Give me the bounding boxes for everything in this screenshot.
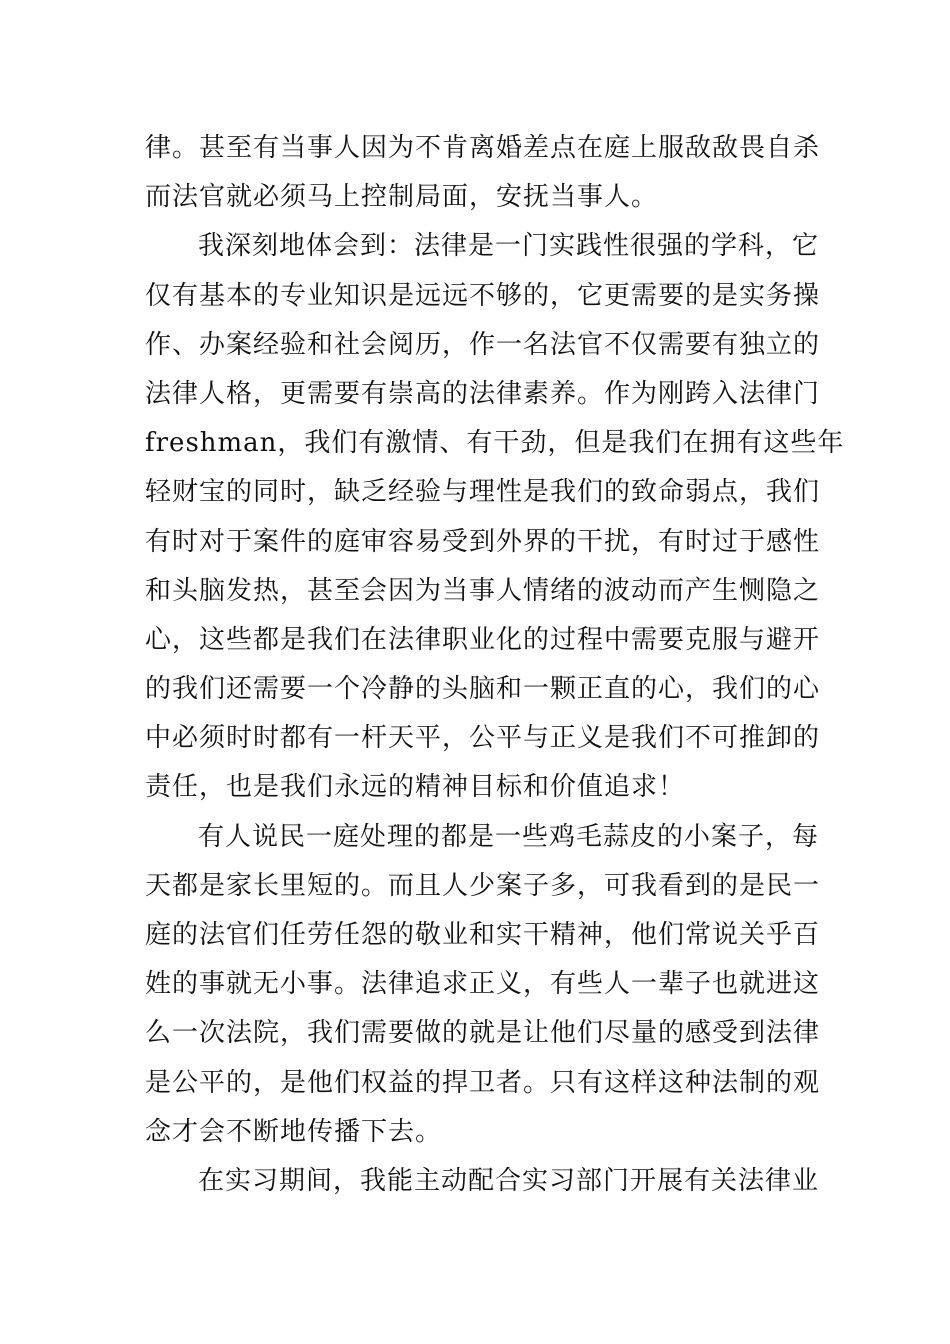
text-line: 律。甚至有当事人因为不肯离婚差点在庭上服敌敌畏自杀 — [145, 133, 821, 163]
text-line: 责任，也是我们永远的精神目标和价值追求！ — [145, 772, 686, 803]
text-line: 作、办案经验和社会阅历，作一名法官不仅需要有独立的 — [145, 329, 821, 360]
text-line: 心，这些都是我们在法律职业化的过程中需要克服与避开 — [145, 624, 821, 655]
text-line: 是公平的，是他们权益的捍卫者。只有这样这种法制的观 — [145, 1067, 821, 1098]
text-line: 而法官就必须马上控制局面，安抚当事人。 — [145, 182, 659, 213]
text-line: 法律人格，更需要有崇高的法律素养。作为刚跨入法律门 — [145, 378, 821, 409]
text-line: 轻财宝的同时，缺乏经验与理性是我们的致命弱点，我们 — [145, 477, 821, 508]
text-line: 的我们还需要一个冷静的头脑和一颗正直的心，我们的心 — [145, 674, 821, 705]
text-line: 姓的事就无小事。法律追求正义，有些人一辈子也就进这 — [145, 969, 821, 1000]
text-line: 天都是家长里短的。而且人少案子多，可我看到的是民一 — [145, 870, 821, 901]
paragraph-start-line: 我深刻地体会到：法律是一门实践性很强的学科，它 — [198, 231, 820, 262]
text-line: 中必须时时都有一杆天平，公平与正义是我们不可推卸的 — [145, 723, 821, 754]
text-line: 庭的法官们任劳任怨的敬业和实干精神，他们常说关乎百 — [145, 920, 821, 950]
paragraph-start-line: 在实习期间，我能主动配合实习部门开展有关法律业 — [198, 1165, 820, 1196]
paragraph-start-line: 有人说民一庭处理的都是一些鸡毛蒜皮的小案子，每 — [198, 821, 820, 852]
text-line: 仅有基本的专业知识是远远不够的，它更需要的是实务操 — [145, 280, 821, 311]
text-line: 么一次法院，我们需要做的就是让他们尽量的感受到法律 — [145, 1018, 821, 1049]
text-line: 有时对于案件的庭审容易受到外界的干扰，有时过于感性 — [145, 526, 821, 557]
document-body — [145, 124, 845, 1206]
text-line: 和头脑发热，甚至会因为当事人情绪的波动而产生恻隐之 — [145, 575, 821, 606]
text-line: freshman，我们有激情、有干劲，但是我们在拥有这些年 — [145, 428, 845, 459]
text-line: 念才会不断地传播下去。 — [145, 1116, 443, 1147]
